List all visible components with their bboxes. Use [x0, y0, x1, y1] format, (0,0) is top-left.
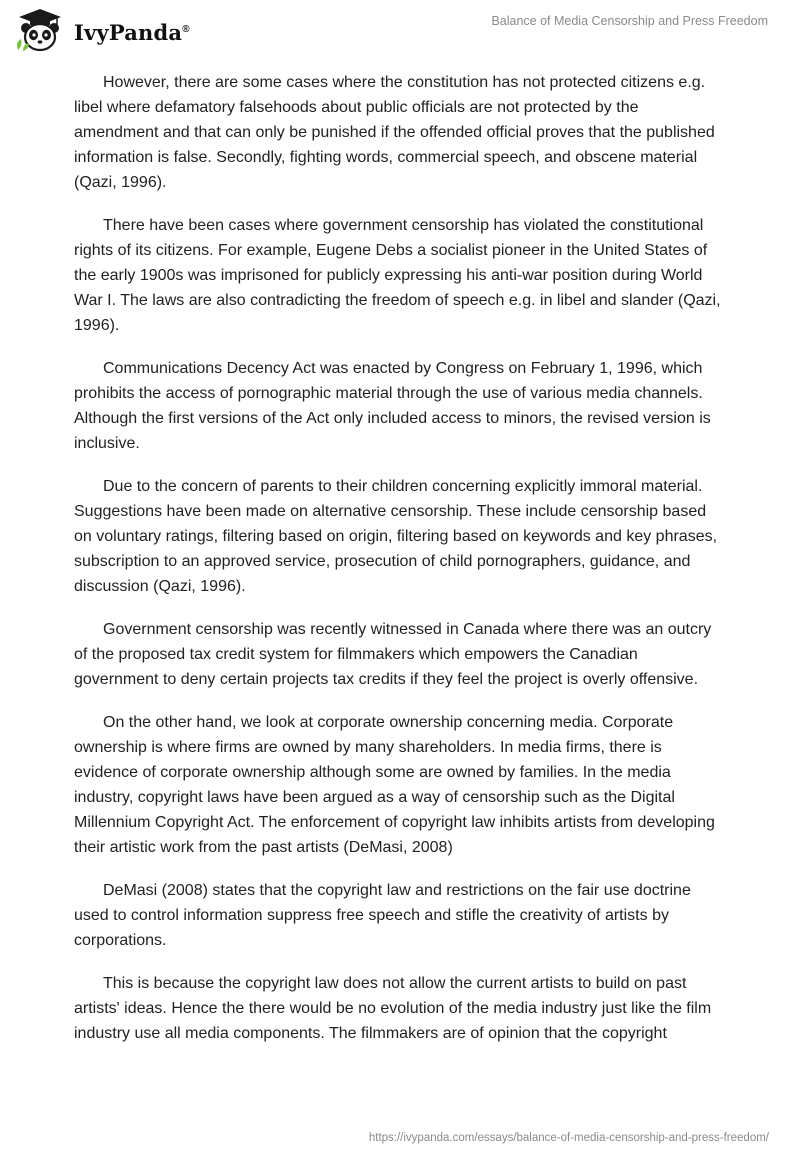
paragraph: On the other hand, we look at corporate ownership concerning media. Corporate ownership is where firms are owned by many shareholders. In media firms, there is evidence of corporate ownership although some are owned by families. In the media industry, copyright laws have been argued as a way of censorship such as the Digital Millennium Copyright Act. The enforcement of copyright law inhibits artists from developing their artistic work from the past artists (DeMasi, 2008): [74, 714, 715, 856]
logo-text: IvyPanda: [74, 19, 183, 45]
panda-graduate-icon: [14, 8, 66, 52]
paragraph: Communications Decency Act was enacted by Congress on February 1, 1996, which prohibits the access of pornographic material through the use of various media channels. Although the first versions of the Act only included access to minors, the revised version is inclusive.: [74, 360, 711, 452]
paragraph: This is because the copyright law does not allow the current artists to build on past artists' ideas. Hence the there would be no evolution of the media industry just like the film industry use all media components. The filmmakers are of opinion that the copyright: [74, 975, 712, 1042]
page-header: [0, 0, 800, 60]
ivypanda-logo[interactable]: [14, 8, 190, 52]
paragraph: There have been cases where government censorship has violated the constitutional rights of its citizens. For example, Eugene Debs a socialist pioneer in the United States of the early 1900s was imprisoned for publicly expressing his anti-war position during World War I. The laws are also contradicting the freedom of speech e.g. in libel and slander (Qazi, 1996).: [74, 217, 721, 334]
essay-body: [74, 70, 724, 1064]
logo-wordmark: [74, 20, 190, 45]
source-url-link[interactable]: https://ivypanda.com/essays/balance-of-media-censorship-and-press-freedom/: [368, 1132, 769, 1144]
paragraph: Due to the concern of parents to their children concerning explicitly immoral material. Suggestions have been made on alternative censorship. These include censorship based on voluntary ratings, filtering based on origin, filtering based on keywords and key phrases, subscription to an approved service, prosecution of child pornographers, guidance, and discussion (Qazi, 1996).: [74, 478, 718, 595]
document-title: Balance of Media Censorship and Press Freedom: [491, 14, 768, 28]
registered-mark: ®: [182, 23, 190, 35]
paragraph: However, there are some cases where the constitution has not protected citizens e.g. libel where defamatory falsehoods about public officials are not protected by the amendment and that can only be punished if the offended official proves that the published information is false. Secondly, fighting words, commercial speech, and obscene material (Qazi, 1996).: [74, 74, 715, 191]
paragraph: Government censorship was recently witnessed in Canada where there was an outcry of the proposed tax credit system for filmmakers which empowers the Canadian government to deny certain projects tax credits if they feel the project is overly offensive.: [74, 621, 712, 688]
paragraph: DeMasi (2008) states that the copyright law and restrictions on the fair use doctrine used to control information suppress free speech and stifle the creativity of artists by corporations.: [74, 882, 691, 949]
